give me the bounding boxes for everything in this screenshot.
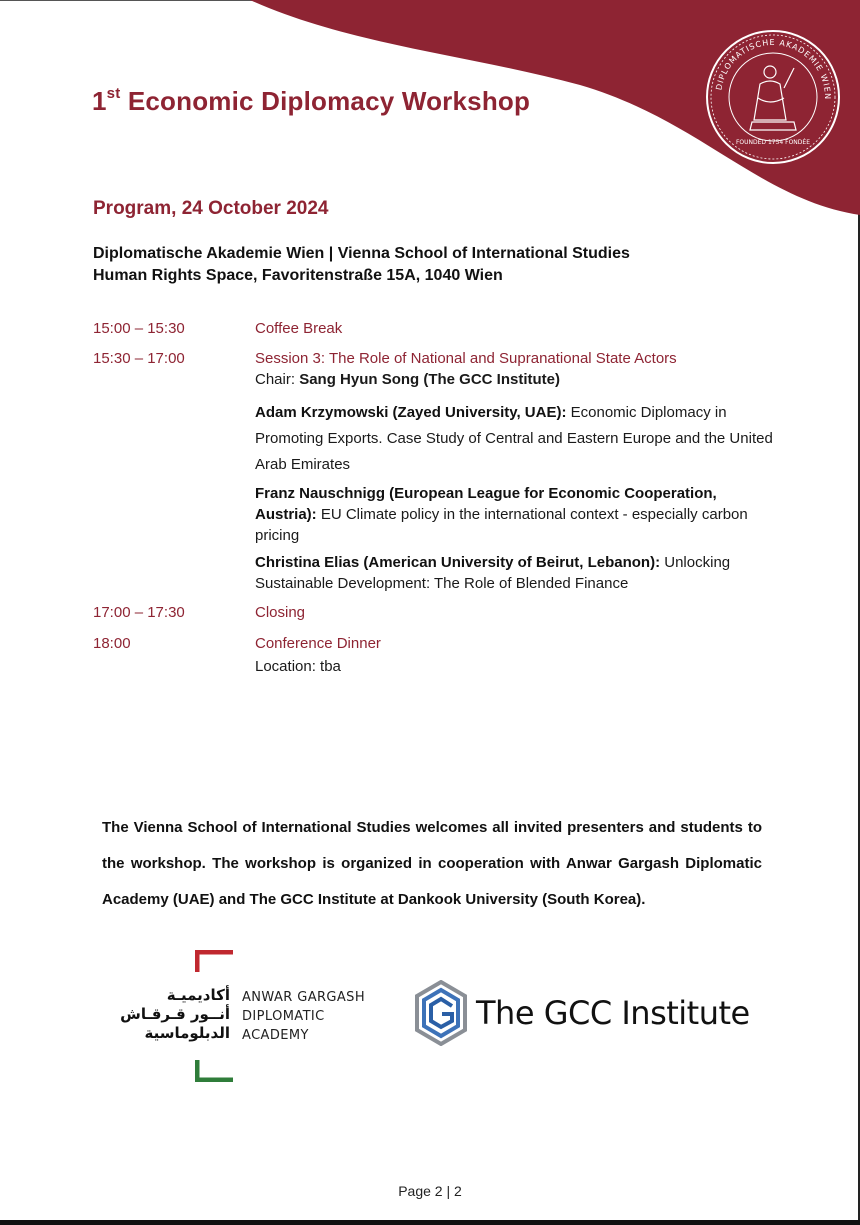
dinner-title: Conference Dinner (255, 635, 381, 652)
agda-english-line: ACADEMY (242, 1028, 309, 1043)
gcc-hexagon-icon (414, 980, 468, 1046)
talk-topic: Unlocking Sustainable Development: The Role of Blended Finance (255, 554, 731, 592)
agda-english-name (242, 988, 365, 1045)
schedule (93, 320, 773, 675)
gcc-name: The GCC Institute (476, 994, 750, 1032)
talk-topic: EU Climate policy in the international context - especially carbon pricing (255, 506, 748, 544)
agda-green-bracket (195, 1058, 235, 1082)
welcome-paragraph: The Vienna School of International Studies welcomes all invited presenters and students to the workshop. The workshop is organized in cooperation with Anwar Gargash Diplomatic Academy (UAE) and The GCC Institute at Dankook University (South Korea). (102, 819, 762, 908)
agda-arabic-name (118, 986, 230, 1043)
agda-arabic-line: أنــور قـرقـاش (120, 1005, 230, 1023)
dinner-body (255, 635, 773, 675)
schedule-row-session (93, 350, 773, 604)
talk-item (255, 552, 773, 594)
gcc-institute-logo (414, 980, 754, 1046)
talk-topic: Economic Diplomacy in Promoting Exports. Case Study of Central and Eastern Europe and the United Arab Emirates (255, 404, 773, 473)
session-title: Session 3: The Role of National and Supranational State Actors (255, 350, 677, 367)
schedule-title: Coffee Break (255, 320, 343, 337)
agda-english-line: ANWAR GARGASH (242, 990, 366, 1005)
schedule-time: 17:00 – 17:30 (93, 604, 185, 621)
venue-block (93, 243, 630, 287)
agda-red-bracket (195, 950, 235, 974)
schedule-time: 15:30 – 17:00 (93, 350, 185, 367)
schedule-row-coffee (93, 320, 773, 337)
chair-name: Sang Hyun Song (The GCC Institute) (299, 371, 561, 388)
schedule-row-dinner (93, 635, 773, 675)
dinner-location: Location: tba (255, 658, 341, 675)
session-body (255, 350, 773, 604)
svg-text:DIPLOMATISCHE AKADEMIE WIEN (714, 38, 832, 100)
title-number: 1 (92, 86, 107, 116)
schedule-title: Closing (255, 604, 306, 621)
agda-arabic-line: أكاديميـة (166, 986, 230, 1004)
agda-logo (118, 950, 378, 1082)
seal-text: DIPLOMATISCHE AKADEMIE WIEN (714, 37, 833, 101)
page-number: Page 2 | 2 (398, 1183, 462, 1199)
agda-english-line: DIPLOMATIC (242, 1009, 325, 1024)
venue-address: Human Rights Space, Favoritenstraße 15A, 1040 Wien (93, 267, 503, 284)
talk-item (255, 400, 773, 478)
agda-arabic-line: الدبلوماسية (144, 1024, 230, 1042)
chair-label: Chair: (255, 371, 300, 388)
talk-speaker: Franz Nauschnigg (European League for Economic Cooperation, Austria): (255, 485, 717, 523)
program-date: Program, 24 October 2024 (93, 198, 329, 219)
seal-founded: FOUNDED 1754 FONDÉE (735, 139, 811, 146)
schedule-time: 15:00 – 15:30 (93, 320, 185, 337)
title-text: Economic Diplomacy Workshop (120, 86, 531, 116)
page-title (92, 86, 530, 117)
talk-speaker: Adam Krzymowski (Zayed University, UAE): (255, 404, 567, 421)
schedule-row-closing (93, 604, 773, 621)
talk-speaker: Christina Elias (American University of Beirut, Lebanon): (255, 554, 661, 571)
schedule-time: 18:00 (93, 635, 131, 652)
academy-seal (704, 28, 842, 166)
venue-institution: Diplomatische Akademie Wien | Vienna School of International Studies (93, 245, 630, 262)
talk-item (255, 483, 773, 546)
page-bottom-edge (0, 1220, 860, 1225)
title-ordinal: st (106, 85, 121, 103)
session-chair (255, 371, 773, 388)
